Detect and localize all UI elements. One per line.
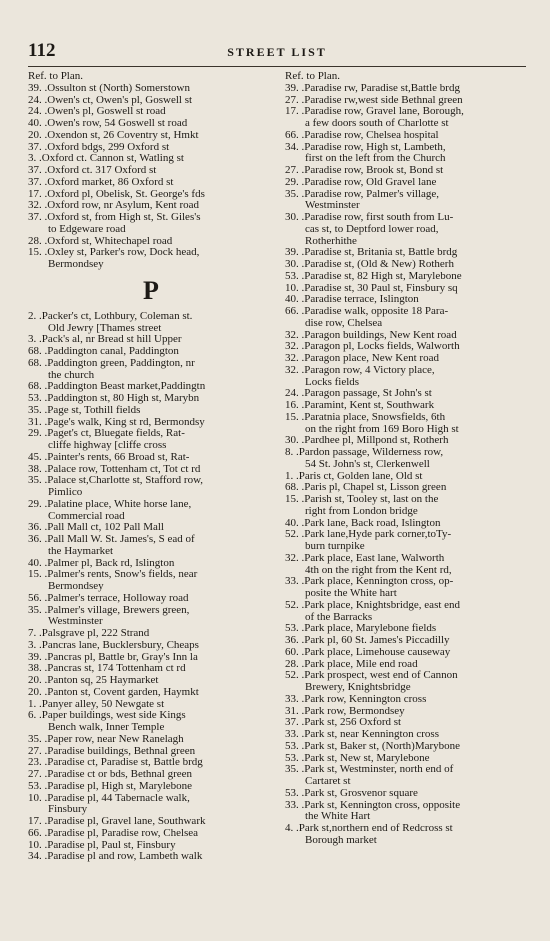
o-entries-list	[28, 83, 274, 271]
street-entry: 53. .Paddington st, 80 High st, Marybn	[28, 393, 200, 404]
street-entry: 1. .Paris ct, Golden lane, Old st	[285, 470, 423, 482]
entry-continuation: to Edgeware road	[48, 223, 126, 235]
entry-continuation: the White Hart	[305, 811, 371, 823]
street-entry: 15. .Palmer's rents, Snow's fields, near	[28, 569, 198, 581]
street-entry: 27. .Paradise ct or bds, Bethnal green	[28, 769, 193, 780]
street-entry: 40. .Palmer pl, Back rd, Islington	[28, 557, 175, 569]
street-entry: 66. .Paradise pl, Paradise row, Chelsea	[28, 827, 199, 839]
street-entry: 29. .Paget's ct, Bluegate fields, Rat-	[28, 428, 185, 440]
street-entry: 56. .Palmer's terrace, Holloway road	[28, 592, 189, 604]
entry-continuation: burn turnpike	[305, 541, 365, 552]
running-title: STREET LIST	[227, 45, 327, 59]
street-entry: 35. .Paradise row, Palmer's village,	[285, 188, 440, 200]
street-entry: 53. .Park st, Baker st, (North)Marybone	[285, 740, 461, 752]
entry-continuation: of the Barracks	[305, 611, 373, 623]
entry-continuation: posite the White hart	[305, 588, 397, 599]
entry-continuation: cas st, to Deptford lower road,	[305, 223, 439, 235]
entry-continuation: 4th on the right from the Kent rd,	[305, 564, 452, 576]
street-entry: 36. .Park pl, 60 St. James's Piccadilly	[285, 635, 450, 646]
street-entry: 28. .Park place, Mile end road	[285, 658, 418, 670]
entry-continuation: dise row, Chelsea	[305, 317, 383, 329]
street-entry: 34. .Paradise pl and row, Lambeth walk	[28, 851, 203, 863]
street-entry: 10. .Paradise pl, 44 Tabernacle walk,	[28, 792, 190, 804]
street-entry: 37. .Oxford bdgs, 299 Oxford st	[28, 141, 170, 153]
entry-continuation: on the right from 169 Boro High st	[305, 423, 459, 435]
street-entry: 6. .Paper buildings, west side Kings	[28, 710, 186, 722]
street-entry: 35. .Paper row, near New Ranelagh	[28, 733, 184, 745]
street-entry: 60. .Park place, Limehouse causeway	[285, 646, 451, 658]
street-entry: 33. .Park st, near Kennington cross	[285, 729, 439, 740]
entry-continuation: right from London bridge	[305, 505, 418, 517]
street-entry: 7. .Palsgrave pl, 222 Strand	[28, 628, 150, 639]
street-entry: 32. .Paragon buildings, New Kent road	[285, 329, 457, 341]
street-entry: 39. .Ossulton st (North) Somerstown	[28, 82, 190, 94]
street-entry: 32. .Paragon pl, Locks fields, Walworth	[285, 341, 460, 353]
entry-continuation: Rotherhithe	[305, 235, 357, 247]
street-entry: 32. .Oxford row, nr Asylum, Kent road	[28, 200, 199, 212]
street-entry: 36. .Pall Mall W. St. James's, S ead of	[28, 534, 195, 545]
street-entry: 3. .Oxford ct. Cannon st, Watling st	[28, 153, 184, 165]
street-entry: 68. .Paddington Beast market,Paddingtn	[28, 381, 206, 393]
entry-continuation: 54 St. John's st, Clerkenwell	[305, 458, 430, 470]
street-entry: 31. .Page's walk, King st rd, Bermondsy	[28, 416, 205, 428]
street-entry: 23. .Paradise ct, Paradise st, Battle brdg	[28, 757, 203, 769]
street-entry: 3. .Pack's al, nr Bread st hill Upper	[28, 334, 182, 346]
entry-continuation: Finsbury	[48, 804, 88, 816]
street-entry: 35. .Palmer's village, Brewers green,	[28, 604, 190, 616]
street-entry: 27. .Paradise rw,west side Bethnal green	[285, 94, 463, 106]
street-entry: 40. .Paradise terrace, Islington	[285, 294, 419, 306]
street-entry: 37. .Oxford market, 86 Oxford st	[28, 176, 174, 188]
street-entry: 15. .Paratnia place, Snowsfields, 6th	[285, 411, 446, 423]
street-entry: 2. .Packer's ct, Lothbury, Coleman st.	[28, 310, 193, 322]
entry-continuation: Brewery, Knightsbridge	[305, 682, 411, 693]
street-entry: 53. .Paradise st, 82 High st, Marylebone	[285, 270, 462, 282]
street-entry: 35. .Page st, Tothill fields	[28, 404, 141, 416]
street-entry: 31. .Park row, Bermondsey	[285, 705, 405, 717]
street-entry: 17. .Paradise row, Gravel lane, Borough,	[285, 106, 464, 118]
right-entries-list	[285, 83, 531, 847]
street-entry: 10. .Paradise st, 30 Paul st, Finsbury sq	[285, 282, 458, 294]
page-number: 112	[28, 40, 56, 61]
street-entry: 33. .Park place, Kennington cross, op-	[285, 576, 454, 588]
street-entry: 24. .Owen's pl, Goswell st road	[28, 106, 166, 118]
street-entry: 37. .Oxford ct. 317 Oxford st	[28, 165, 157, 176]
street-entry: 8. .Pardon passage, Wilderness row,	[285, 447, 444, 458]
street-entry: 40. .Park lane, Back road, Islington	[285, 517, 441, 529]
street-entry: 38. .Pancras st, 174 Tottenham ct rd	[28, 663, 186, 675]
street-entry: 53. .Park st, New st, Marylebone	[285, 752, 430, 764]
street-entry: 68. .Paris pl, Chapel st, Lisson green	[285, 482, 447, 494]
street-entry: 17. .Oxford pl, Obelisk, St. George's fds	[28, 188, 205, 200]
street-entry: 37. .Oxford st, from High st, St. Giles's	[28, 212, 201, 223]
street-entry: 53. .Park st, Grosvenor square	[285, 787, 418, 799]
entry-continuation: Westminster	[48, 616, 103, 628]
street-entry: 52. .Park place, Knightsbridge, east end	[285, 599, 461, 611]
street-entry: 39. .Pancras pl, Battle br, Gray's Inn la	[28, 651, 198, 663]
right-column	[285, 71, 531, 847]
street-entry: 53. .Paradise pl, High st, Marylebone	[28, 780, 193, 792]
section-letter: P	[143, 275, 159, 305]
street-entry: 68. .Paddington canal, Paddington	[28, 346, 179, 357]
street-entry: 53. .Park place, Marylebone fields	[285, 623, 437, 635]
street-entry: 52. .Park lane,Hyde park corner,toTy-	[285, 529, 452, 541]
street-entry: 52. .Park prospect, west end of Cannon	[285, 670, 458, 682]
street-entry: 17. .Paradise pl, Gravel lane, Southwark	[28, 816, 206, 827]
street-entry: 40. .Owen's row, 54 Goswell st road	[28, 118, 188, 129]
street-entry: 32. .Paragon row, 4 Victory place,	[285, 364, 435, 376]
street-entry: 24. .Owen's ct, Owen's pl, Goswell st	[28, 94, 193, 106]
entry-continuation: the church	[48, 369, 95, 381]
street-entry: 15. .Parish st, Tooley st, last on the	[285, 494, 439, 505]
entry-continuation: first on the left from the Church	[305, 153, 446, 165]
street-entry: 38. .Palace row, Tottenham ct, Tot ct rd	[28, 463, 201, 475]
entry-continuation: Old Jewry [Thames street	[48, 322, 162, 334]
entry-continuation: the Haymarket	[48, 545, 114, 557]
street-entry: 28. .Oxford st, Whitechapel road	[28, 235, 173, 247]
street-entry: 15. .Oxley st, Parker's row, Dock head,	[28, 247, 200, 259]
street-entry: 30. .Paradise st, (Old & New) Rotherh	[285, 259, 454, 270]
street-entry: 35. .Palace st,Charlotte st, Stafford row,	[28, 475, 204, 487]
street-entry: 16. .Paramint, Kent st, Southwark	[285, 400, 435, 411]
street-entry: 39. .Paradise st, Britania st, Battle brdg	[285, 247, 458, 259]
street-entry: 37. .Park st, 256 Oxford st	[285, 717, 402, 729]
street-entry: 27. .Paradise buildings, Bethnal green	[28, 745, 196, 757]
left-column	[28, 71, 274, 863]
street-entry: 32. .Paragon place, New Kent road	[285, 353, 439, 364]
entry-continuation: Commercial road	[48, 510, 125, 522]
ref-label: Ref. to Plan.	[285, 71, 340, 82]
street-entry: 30. .Pardhee pl, Millpond st, Rotherh	[285, 435, 449, 447]
entry-continuation: Locks fields	[305, 376, 360, 388]
street-entry: 45. .Painter's rents, 66 Broad st, Rat-	[28, 451, 190, 463]
ref-label: Ref. to Plan.	[28, 71, 83, 82]
street-entry: 33. .Park row, Kennington cross	[285, 693, 427, 705]
street-entry: 20. .Panton st, Covent garden, Haymkt	[28, 686, 199, 698]
entry-continuation: Cartaret st	[305, 776, 351, 787]
street-entry: 66. .Paradise row, Chelsea hospital	[285, 129, 439, 141]
street-entry: 34. .Paradise row, High st, Lambeth,	[285, 141, 446, 153]
entry-continuation: a few doors south of Charlotte st	[305, 118, 449, 129]
street-entry: 33. .Park st, Kennington cross, opposite	[285, 799, 461, 811]
street-entry: 68. .Paddington green, Paddington, nr	[28, 357, 195, 369]
entry-continuation: Bermondsey	[48, 259, 104, 270]
entry-continuation: Pimlico	[48, 487, 83, 498]
page-header	[28, 40, 526, 67]
street-entry: 39. .Paradise rw, Paradise st,Battle brdg	[285, 82, 460, 94]
entry-continuation: cliffe highway [cliffe cross	[48, 440, 167, 451]
street-entry: 20. .Oxendon st, 26 Coventry st, Hmkt	[28, 129, 199, 141]
entry-continuation: Westminster	[305, 200, 360, 212]
street-entry: 29. .Palatine place, White horse lane,	[28, 498, 192, 510]
street-entry: 1. .Panyer alley, 50 Newgate st	[28, 698, 165, 710]
street-entry: 29. .Paradise row, Old Gravel lane	[285, 176, 437, 188]
p-entries-list	[28, 311, 274, 863]
street-entry: 24. .Paragon passage, St John's st	[285, 388, 432, 400]
street-entry: 27. .Paradise row, Brook st, Bond st	[285, 165, 444, 176]
street-entry: 30. .Paradise row, first south from Lu-	[285, 212, 454, 223]
street-entry: 10. .Paradise pl, Paul st, Finsbury	[28, 839, 176, 851]
street-entry: 35. .Park st, Westminster, north end of	[285, 764, 454, 776]
entry-continuation: Bench walk, Inner Temple	[48, 722, 165, 733]
street-entry: 3. .Pancras lane, Bucklersbury, Cheaps	[28, 639, 199, 651]
street-entry: 4. .Park st,northern end of Redcross st	[285, 823, 453, 834]
street-entry: 20. .Panton sq, 25 Haymarket	[28, 675, 159, 686]
entry-continuation: Bermondsey	[48, 581, 104, 592]
street-entry: 32. .Park place, East lane, Walworth	[285, 552, 445, 564]
street-entry: 66. .Paradise walk, opposite 18 Para-	[285, 306, 449, 317]
street-entry: 36. .Pall Mall ct, 102 Pall Mall	[28, 522, 164, 534]
entry-continuation: Borough market	[305, 834, 377, 846]
